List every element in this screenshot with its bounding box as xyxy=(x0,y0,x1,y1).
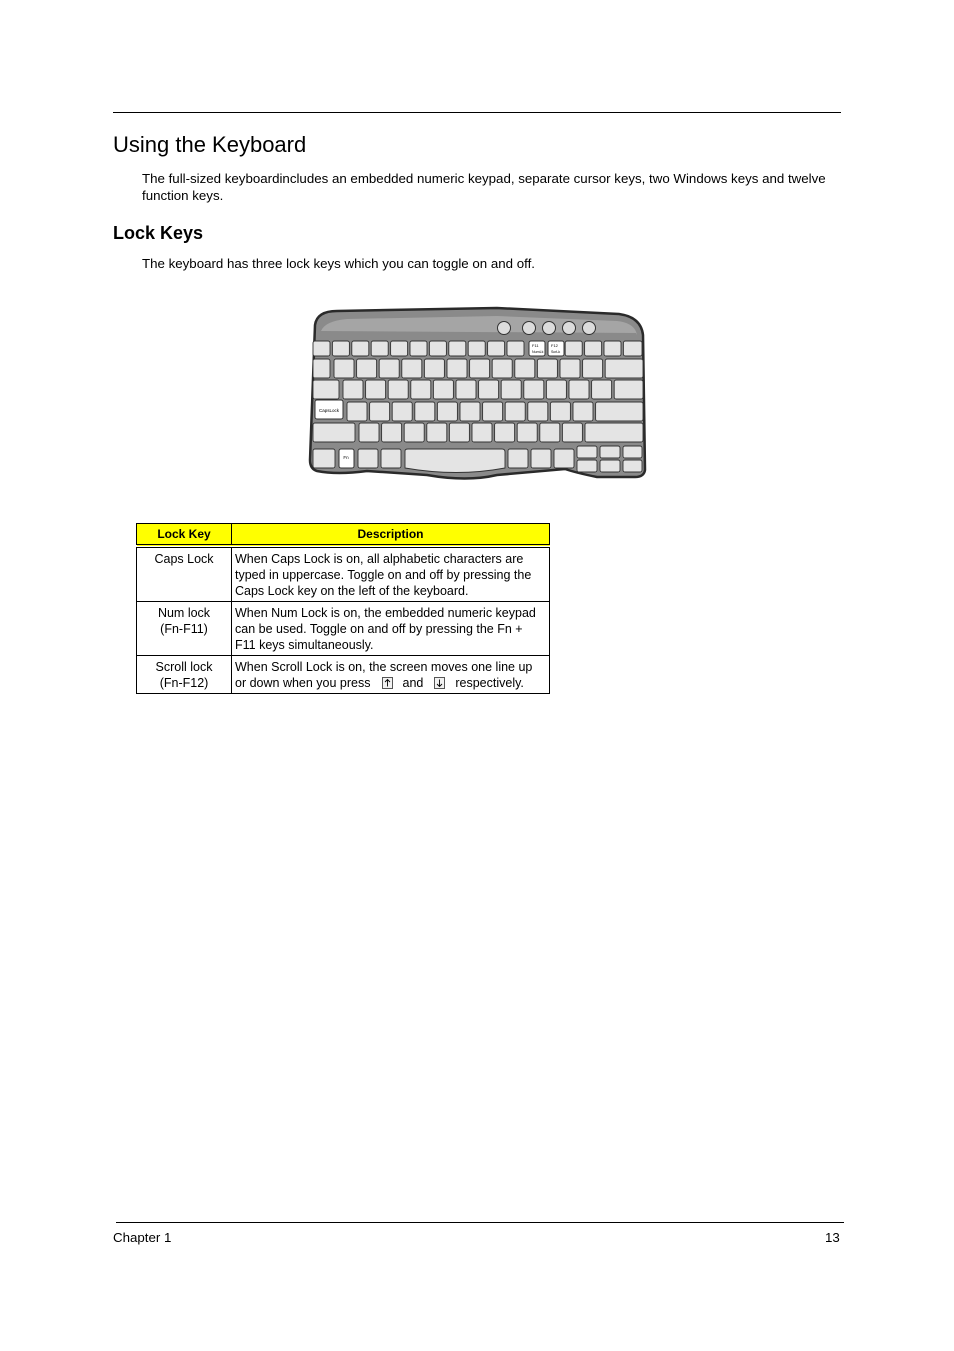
f11-key-sub-label: NumLk xyxy=(532,350,544,354)
keyboard-key xyxy=(404,423,424,442)
keyboard-key xyxy=(546,380,566,399)
table-row xyxy=(137,546,550,602)
launch-button-2 xyxy=(523,322,536,335)
keyboard-key xyxy=(415,402,435,421)
keyboard-key xyxy=(468,341,485,356)
arrow-up-icon xyxy=(382,677,393,689)
keyboard-key xyxy=(313,380,339,399)
keyboard-key xyxy=(483,402,503,421)
description-text-end: respectively. xyxy=(455,676,524,690)
keyboard-key xyxy=(460,402,480,421)
lock-key-name: Scroll lock xyxy=(155,660,213,674)
keyboard-key xyxy=(358,449,378,468)
keyboard-key xyxy=(366,380,386,399)
keyboard-key xyxy=(585,423,643,442)
keyboard-key xyxy=(313,423,355,442)
keyboard-key xyxy=(604,341,621,356)
header-description: Description xyxy=(232,524,550,547)
f11-key xyxy=(529,341,545,356)
keyboard-key xyxy=(577,460,597,472)
keyboard-key xyxy=(623,341,642,356)
launch-button-1 xyxy=(498,322,511,335)
section-intro: The keyboard has three lock keys which you can toggle on and off. xyxy=(142,256,535,271)
lock-key-cell xyxy=(137,546,232,602)
keyboard-key xyxy=(600,446,620,458)
description-cell: When Num Lock is on, the embedded numeric keypad can be used. Toggle on and off by pressing the Fn + F11 keys simultaneously. xyxy=(232,602,550,656)
launch-button-3 xyxy=(543,322,556,335)
intro-paragraph: The full-sized keyboardincludes an embedded numeric keypad, separate cursor keys, two Windows keys and twelve function keys. xyxy=(142,171,826,203)
keyboard-key xyxy=(382,423,402,442)
keyboard-key xyxy=(456,380,476,399)
keyboard-key xyxy=(492,359,512,378)
keyboard-key xyxy=(573,402,593,421)
f11-key-label: F11 xyxy=(532,343,539,348)
keyboard-key xyxy=(427,423,447,442)
keyboard-key xyxy=(402,359,422,378)
keyboard-key xyxy=(470,359,490,378)
keyboard-key xyxy=(562,423,582,442)
keyboard-key xyxy=(370,402,390,421)
keyboard-key xyxy=(507,341,524,356)
keyboard-key xyxy=(352,341,369,356)
keyboard-key xyxy=(391,341,408,356)
arrow-down-icon xyxy=(434,677,445,689)
header-rule xyxy=(113,112,841,113)
keyboard-key xyxy=(447,359,467,378)
keyboard-key xyxy=(392,402,412,421)
footer-page-number: 13 xyxy=(825,1230,840,1245)
caps-lock-key xyxy=(315,400,343,419)
lock-key-cell xyxy=(137,656,232,694)
lock-key-name: Num lock xyxy=(157,606,211,620)
fn-key-label: Fn xyxy=(343,455,349,460)
keyboard-key xyxy=(623,446,642,458)
table-row xyxy=(137,602,550,656)
keyboard-key xyxy=(528,402,548,421)
keyboard-key xyxy=(313,341,330,356)
keyboard-key xyxy=(313,359,330,378)
keyboard-key xyxy=(577,446,597,458)
fn-key xyxy=(339,449,354,468)
keyboard-key xyxy=(600,460,620,472)
keyboard-key xyxy=(488,341,505,356)
keyboard-key xyxy=(343,380,363,399)
keyboard-key xyxy=(424,359,444,378)
keyboard-key xyxy=(313,449,335,468)
caps-lock-label: CapsLock xyxy=(318,408,340,413)
footer-chapter: Chapter 1 xyxy=(113,1230,172,1245)
keyboard-key xyxy=(565,341,582,356)
keyboard-key xyxy=(495,423,515,442)
keyboard-key xyxy=(592,380,612,399)
description-and: and xyxy=(402,676,424,690)
keyboard-key xyxy=(449,341,466,356)
keyboard-key xyxy=(508,449,528,468)
keyboard-key xyxy=(388,380,408,399)
keyboard-key xyxy=(357,359,377,378)
lock-key-shortcut: (Fn-F11) xyxy=(160,622,208,636)
keyboard-key xyxy=(614,380,643,399)
keyboard-key xyxy=(505,402,525,421)
keyboard-key xyxy=(585,341,602,356)
header-lock-key: Lock Key xyxy=(137,524,232,547)
keyboard-key xyxy=(429,341,446,356)
launch-button-5 xyxy=(583,322,596,335)
keyboard-key xyxy=(437,402,457,421)
keyboard-svg xyxy=(307,305,647,482)
lock-key-name: Caps Lock xyxy=(154,552,214,566)
keyboard-key xyxy=(540,423,560,442)
keyboard-key xyxy=(605,359,643,378)
keyboard-key xyxy=(517,423,537,442)
keyboard-key xyxy=(550,402,570,421)
description-cell xyxy=(232,656,550,694)
keyboard-key xyxy=(347,402,367,421)
keyboard-key xyxy=(334,359,354,378)
keyboard-key xyxy=(537,359,557,378)
page-title: Using the Keyboard xyxy=(113,132,307,157)
keyboard-key xyxy=(381,449,401,468)
keyboard-key xyxy=(411,380,431,399)
table-header-row xyxy=(137,524,550,547)
description-text: When Scroll Lock is on, the screen moves one line up or down when you press xyxy=(235,660,533,690)
keyboard-key xyxy=(410,341,427,356)
keyboard-key xyxy=(472,423,492,442)
keyboard-key xyxy=(554,449,574,468)
keyboard-key xyxy=(583,359,603,378)
lock-key-shortcut: (Fn-F12) xyxy=(159,676,209,690)
keyboard-key xyxy=(569,380,589,399)
keyboard-key xyxy=(515,359,535,378)
lock-keys-table xyxy=(136,523,550,694)
launch-button-4 xyxy=(563,322,576,335)
keyboard-key xyxy=(596,402,643,421)
keyboard-key xyxy=(332,341,349,356)
keyboard-key xyxy=(531,449,551,468)
keyboard-illustration xyxy=(307,305,647,482)
f12-key-sub-label: ScrLk xyxy=(551,350,561,354)
space-bar xyxy=(405,449,505,473)
section-heading: Lock Keys xyxy=(113,223,204,243)
description-cell: When Caps Lock is on, all alphabetic characters are typed in uppercase. Toggle on and off by pressing the Caps Lock key on the left of the keyboard. xyxy=(232,546,550,602)
table-row xyxy=(137,656,550,694)
lock-key-cell xyxy=(137,602,232,656)
keyboard-key xyxy=(560,359,580,378)
keyboard-key xyxy=(379,359,399,378)
keyboard-key xyxy=(623,460,642,472)
keyboard-key xyxy=(433,380,453,399)
keyboard-key xyxy=(501,380,521,399)
keyboard-key xyxy=(479,380,499,399)
keyboard-key xyxy=(359,423,379,442)
keyboard-key xyxy=(449,423,469,442)
keyboard-key xyxy=(524,380,544,399)
f12-key-label: F12 xyxy=(551,343,558,348)
footer-rule xyxy=(116,1222,844,1223)
keyboard-key xyxy=(371,341,388,356)
f12-key xyxy=(548,341,564,356)
